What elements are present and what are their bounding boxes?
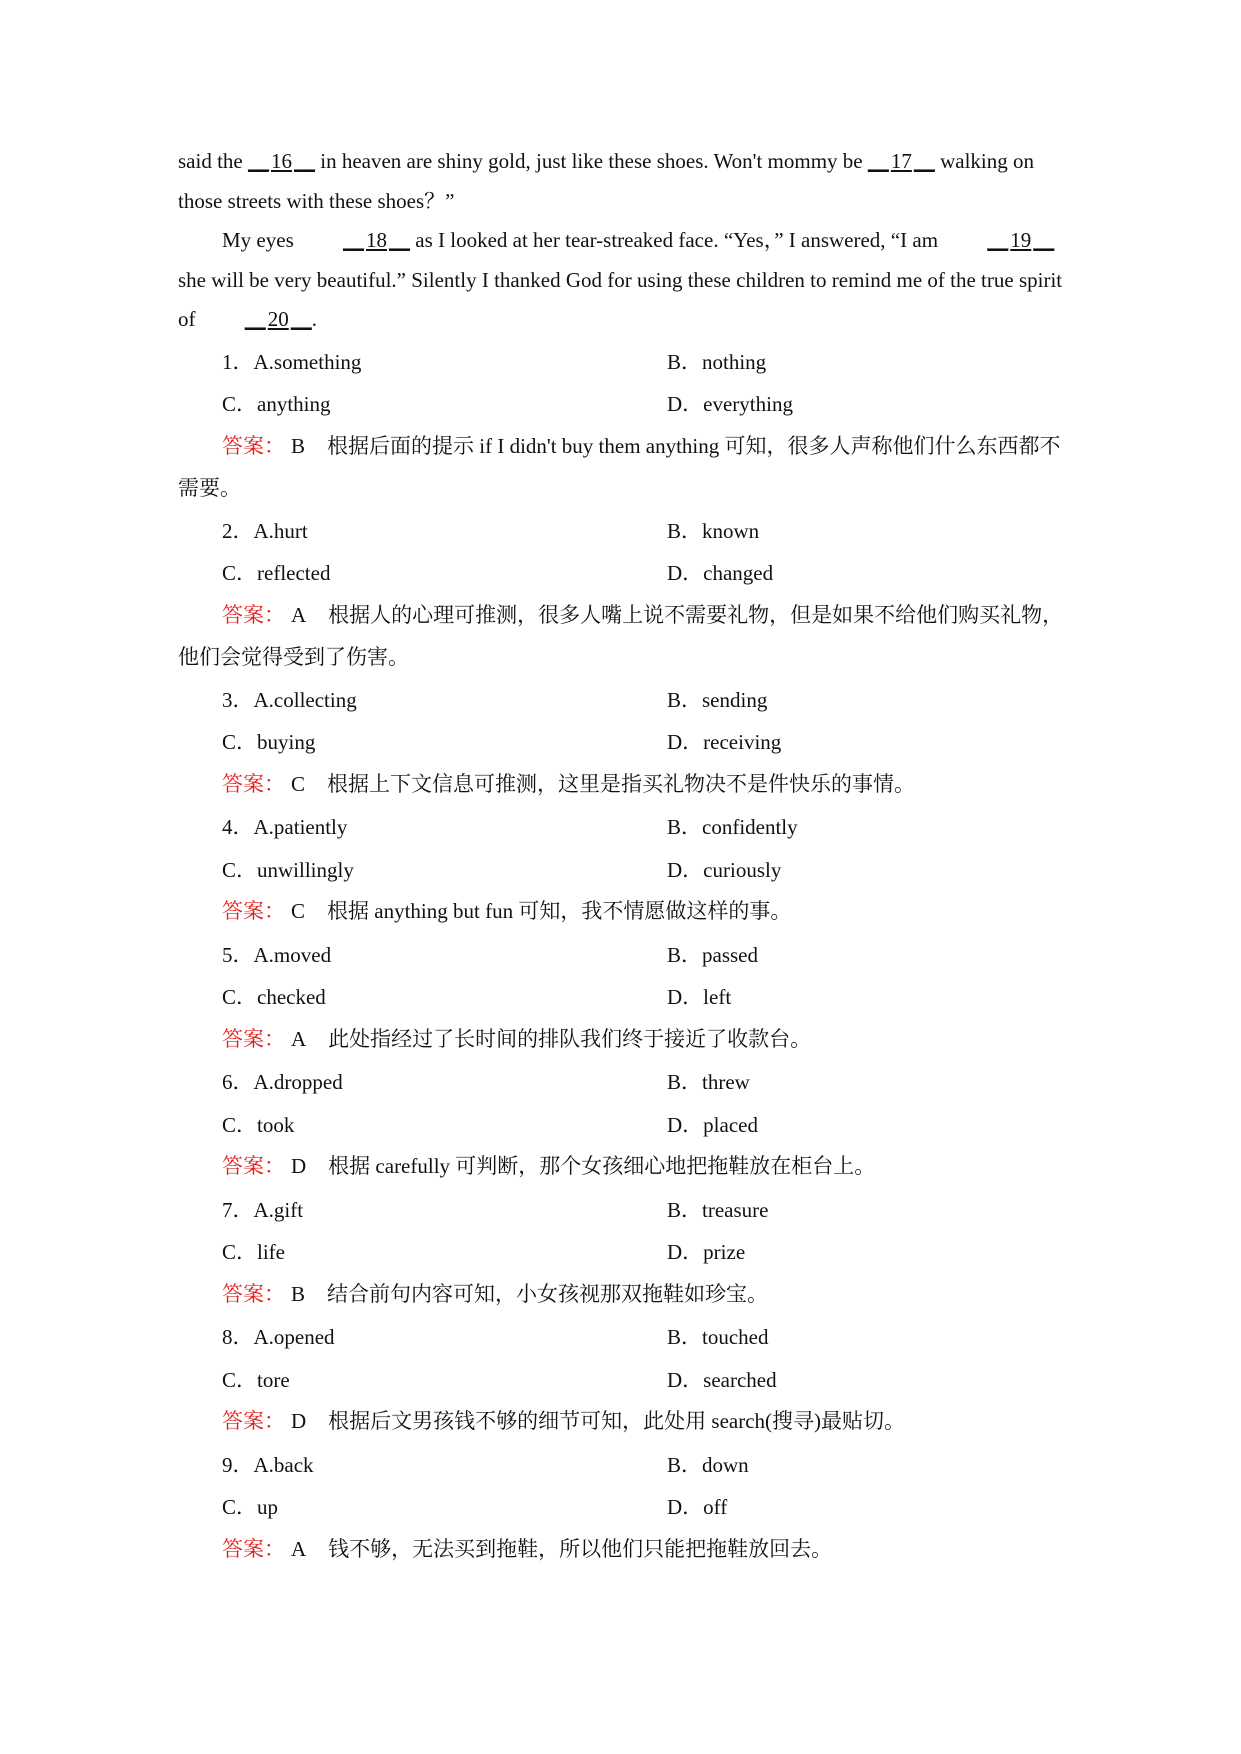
option-c: C．anything [222, 392, 331, 417]
question-item [178, 1315, 1068, 1443]
options-row [178, 551, 1068, 594]
option-a: 4．A.patiently [222, 815, 348, 840]
answer-letter: A [291, 1026, 307, 1051]
question-item [178, 1188, 1068, 1316]
option-b: B．passed [667, 942, 758, 967]
explanation-text: 结合前句内容可知，小女孩视那双拖鞋如珍宝。 [327, 1281, 769, 1306]
blank-18: __18__ [343, 228, 410, 252]
explanation-text: 此处指经过了长时间的排队我们终于接近了收款台。 [328, 1026, 812, 1051]
explanation-text: 根据 carefully 可判断，那个女孩细心地把拖鞋放在柜台上。 [328, 1154, 876, 1178]
option-a: 5．A.moved [222, 942, 332, 967]
option-c: C．buying [222, 730, 316, 755]
answer-label: 答案： [222, 1536, 285, 1561]
answer-explanation [178, 1145, 1068, 1188]
option-c: C．tore [222, 1367, 290, 1392]
question-number: 8． [222, 1325, 254, 1350]
question-item [178, 340, 1068, 509]
option-d: D．everything [667, 392, 793, 417]
question-number: 4． [222, 815, 254, 840]
options-row [178, 1358, 1068, 1401]
question-number: 7． [222, 1197, 254, 1222]
option-a: 9．A.back [222, 1452, 314, 1477]
passage-paragraph-1: said the __16__ in heaven are shiny gold, just like these shoes. Won't mommy be __17__ walking on those streets with these shoes？” [178, 142, 1068, 221]
question-number: 6． [222, 1070, 254, 1095]
answer-explanation [178, 1528, 1068, 1571]
answer-explanation [178, 425, 1068, 509]
option-d: D．prize [667, 1240, 746, 1265]
answer-explanation [178, 890, 1068, 933]
option-c: C．up [222, 1495, 279, 1520]
question-item [178, 1060, 1068, 1188]
answer-letter: C [291, 771, 306, 796]
explanation-text: 根据后文男孩钱不够的细节可知，此处用 search(搜寻)最贴切。 [328, 1409, 906, 1433]
question-number: 5． [222, 942, 254, 967]
option-b: B．threw [667, 1070, 750, 1095]
options-row [178, 805, 1068, 848]
explanation-text: 根据后面的提示 if I didn't buy them anything 可知，很多人声称他们什么东西都不需要。 [178, 433, 1061, 500]
answer-explanation [178, 594, 1068, 678]
answer-letter: B [291, 433, 306, 458]
answer-explanation [178, 763, 1068, 806]
option-c: C．reflected [222, 561, 331, 586]
answer-letter: D [291, 1409, 307, 1433]
explanation-text: 根据人的心理可推测，很多人嘴上说不需要礼物，但是如果不给他们购买礼物，他们会觉得受到了伤害。 [178, 602, 1064, 669]
option-d: D．off [667, 1495, 728, 1520]
option-c: C．checked [222, 985, 326, 1010]
option-d: D．changed [667, 561, 774, 586]
answer-letter: A [291, 602, 307, 627]
option-b: B．treasure [667, 1197, 769, 1222]
option-c: C．unwillingly [222, 857, 354, 882]
options-row [178, 848, 1068, 891]
option-a: 3．A.collecting [222, 687, 357, 712]
question-number: 3． [222, 687, 254, 712]
option-a: 1．A.something [222, 349, 362, 374]
option-a: 2．A.hurt [222, 518, 308, 543]
options-row [178, 1485, 1068, 1528]
options-row [178, 720, 1068, 763]
passage-paragraph-2: My eyes __18__ as I looked at her tear-streaked face. “Yes，” I answered, “I am __19__ she will be very beautiful.” Silently I thanked God for using these children to remind me of the true spirit of __20__. [178, 221, 1068, 340]
options-row [178, 1188, 1068, 1231]
question-item [178, 933, 1068, 1061]
options-row [178, 340, 1068, 383]
options-row [178, 1103, 1068, 1146]
question-item [178, 1443, 1068, 1571]
answer-label: 答案： [222, 771, 285, 796]
option-b: B．confidently [667, 815, 798, 840]
question-number: 1． [222, 349, 254, 374]
options-row [178, 678, 1068, 721]
option-c: C．life [222, 1240, 285, 1265]
explanation-text: 根据 anything but fun 可知，我不情愿做这样的事。 [327, 899, 792, 923]
question-number: 2． [222, 518, 254, 543]
answer-label: 答案： [222, 1154, 285, 1178]
option-c: C．took [222, 1112, 295, 1137]
options-row [178, 1315, 1068, 1358]
answer-explanation [178, 1018, 1068, 1061]
answer-label: 答案： [222, 602, 285, 627]
option-d: D．receiving [667, 730, 782, 755]
explanation-text: 根据上下文信息可推测，这里是指买礼物决不是件快乐的事情。 [327, 771, 916, 796]
options-row [178, 975, 1068, 1018]
document-page [178, 142, 1068, 1570]
options-row [178, 1230, 1068, 1273]
question-item [178, 678, 1068, 806]
answer-label: 答案： [222, 1281, 285, 1306]
blank-20: __20__ [244, 307, 312, 331]
question-list [178, 340, 1068, 1571]
explanation-text: 钱不够，无法买到拖鞋，所以他们只能把拖鞋放回去。 [328, 1536, 833, 1561]
option-a: 8．A.opened [222, 1325, 335, 1350]
option-b: B．known [667, 518, 760, 543]
question-item [178, 509, 1068, 678]
options-row [178, 382, 1068, 425]
answer-letter: A [291, 1536, 307, 1561]
option-a: 7．A.gift [222, 1197, 304, 1222]
option-d: D．curiously [667, 857, 782, 882]
answer-letter: B [291, 1281, 306, 1306]
answer-letter: D [291, 1154, 307, 1178]
options-row [178, 1443, 1068, 1486]
option-d: D．placed [667, 1112, 758, 1137]
options-row [178, 933, 1068, 976]
option-b: B．touched [667, 1325, 769, 1350]
answer-label: 答案： [222, 433, 285, 458]
option-b: B．down [667, 1452, 749, 1477]
question-item [178, 805, 1068, 933]
option-d: D．left [667, 985, 732, 1010]
answer-letter: C [291, 899, 306, 923]
answer-label: 答案： [222, 1026, 285, 1051]
options-row [178, 1060, 1068, 1103]
answer-label: 答案： [222, 899, 285, 923]
question-number: 9． [222, 1452, 254, 1477]
answer-label: 答案： [222, 1409, 285, 1433]
options-row [178, 509, 1068, 552]
blank-19: __19__ [987, 228, 1055, 252]
answer-explanation [178, 1400, 1068, 1443]
option-b: B．nothing [667, 349, 767, 374]
blank-17: __17__ [867, 149, 935, 173]
option-a: 6．A.dropped [222, 1070, 343, 1095]
blank-16: __16__ [247, 149, 315, 173]
answer-explanation [178, 1273, 1068, 1316]
option-d: D．searched [667, 1367, 777, 1392]
option-b: B．sending [667, 687, 768, 712]
